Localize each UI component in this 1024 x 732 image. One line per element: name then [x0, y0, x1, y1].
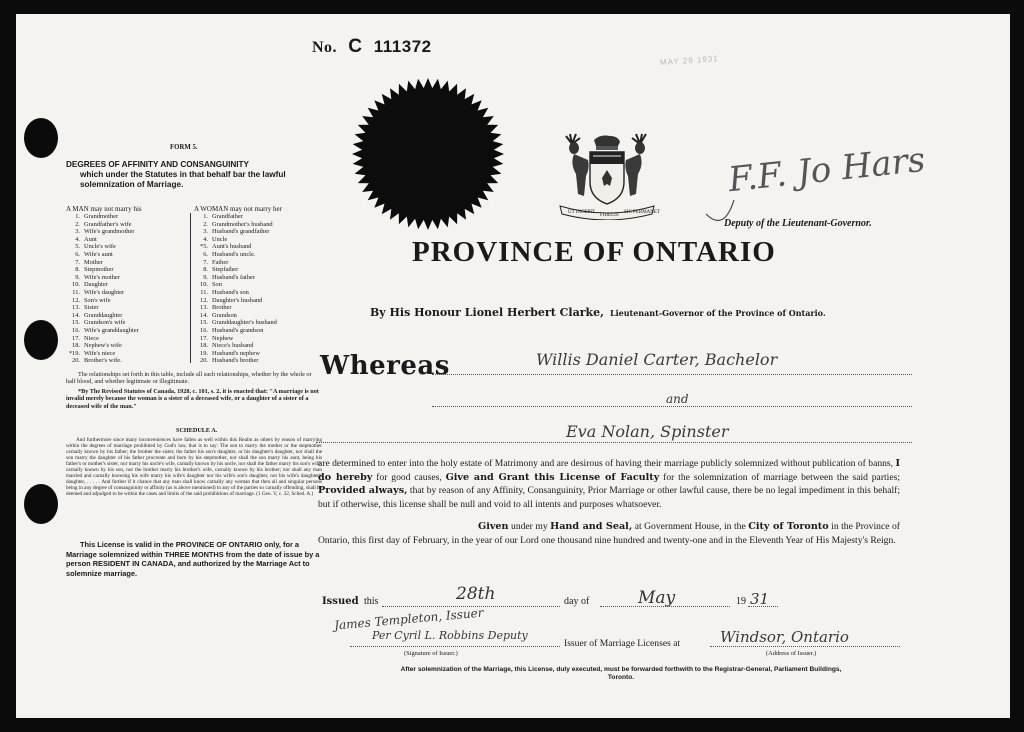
- issuer-address-line: [710, 646, 900, 647]
- relation-number: 3.: [203, 228, 208, 236]
- relation-number: 4.: [203, 235, 208, 243]
- issuer-signature-line: [350, 646, 560, 647]
- relation-name: Wife's mother: [84, 273, 120, 281]
- address-caption: (Address of Issuer.): [766, 650, 817, 657]
- man-relation-row: [66, 266, 141, 274]
- issuer-address: Windsor, Ontario: [720, 628, 849, 646]
- body-p1-c: for good causes,: [376, 471, 442, 483]
- schedule-title: SCHEDULE A.: [176, 427, 218, 434]
- degrees-title-line-1: DEGREES OF AFFINITY AND CONSANGUINITY: [66, 160, 250, 169]
- lieutenant-governor-deputy-signature: F.F. Jo Hars: [726, 139, 928, 201]
- relation-number: 12.: [72, 296, 80, 304]
- body-p2-a: Given: [478, 521, 509, 532]
- footer-instruction: After solemnization of the Marriage, this License, duly executed, must be forwarded forthwith to the Registrar-General, Parliament Buildings, Toronto.: [400, 666, 842, 681]
- relation-name: Uncle's wife: [84, 243, 116, 251]
- woman-relation-row: [194, 319, 279, 327]
- body-p2-d: at Government House, in the: [634, 521, 746, 532]
- relation-number: 12.: [200, 296, 208, 304]
- relation-name: Sister: [84, 304, 99, 312]
- body-p2-c: Hand and Seal,: [550, 521, 633, 532]
- relation-number: 15.: [200, 319, 208, 327]
- issued-month: May: [638, 588, 676, 608]
- whereas-heading: Whereas: [320, 351, 450, 381]
- signature-caption: (Signature of Issuer.): [404, 650, 458, 657]
- relation-number: *19.: [68, 349, 80, 357]
- relation-number: 13.: [72, 304, 80, 312]
- relation-name: Brother's wife.: [84, 357, 122, 365]
- honour-line-name: By His Honour Lionel Herbert Clarke,: [370, 306, 604, 319]
- relation-number: 9.: [75, 273, 80, 281]
- relation-number: *5.: [200, 243, 208, 251]
- issued-this: this: [364, 596, 379, 607]
- relation-name: Grandfather's wife: [84, 220, 132, 228]
- woman-relation-row: [194, 251, 279, 259]
- man-relation-row: [66, 243, 141, 251]
- degrees-title-line-2: which under the Statutes in that behalf bar the lawful: [80, 170, 286, 179]
- body-p1-f: Provided always,: [318, 485, 408, 497]
- woman-relation-row: [194, 327, 279, 335]
- relation-number: 11.: [72, 288, 80, 296]
- man-relation-row: [66, 259, 141, 267]
- relation-name: Nephew: [212, 334, 234, 342]
- relation-number: 1.: [75, 213, 80, 220]
- relation-name: Daughter's husband: [212, 296, 263, 304]
- issued-year-line: [748, 606, 778, 607]
- woman-relation-row: [194, 266, 279, 274]
- relation-name: Granddaughter: [84, 311, 123, 319]
- relation-name: Nephew's wife: [84, 342, 122, 350]
- motto-center: FIDELIS: [600, 213, 619, 218]
- relation-number: 10.: [200, 281, 208, 289]
- and-line: [432, 406, 912, 407]
- relation-name: Husband's grandfather: [212, 228, 270, 236]
- license-body-paragraph: [318, 457, 900, 511]
- relation-name: Wife's grandmother: [84, 228, 135, 236]
- marriage-license-document: [16, 14, 1010, 718]
- man-relation-row: [66, 327, 141, 335]
- number-prefix: C: [348, 36, 363, 57]
- relation-name: Stepmother: [84, 266, 114, 274]
- relation-number: 4.: [75, 235, 80, 243]
- relation-name: Grandson's wife: [84, 319, 126, 327]
- man-relation-row: [66, 297, 141, 305]
- relation-number: 11.: [200, 288, 208, 296]
- man-relation-row: [66, 289, 141, 297]
- statute-note: *By The Revised Statutes of Canada, 1928, c. 101, s. 2, it is enacted that: "A marriage is not invalid merely because the woman is a sister of a deceased wife, or a daughter of a sister of a deceased wife of the man.": [66, 388, 319, 410]
- body-p2-b: under my: [511, 521, 548, 532]
- body-p1-b: I do hereby: [318, 458, 900, 483]
- body-p1-d: Give and Grant this License of Faculty: [445, 471, 660, 483]
- woman-relation-row: [194, 281, 279, 289]
- man-relation-row: [66, 357, 141, 365]
- woman-relation-row: [194, 243, 279, 251]
- number-label: No.: [312, 39, 338, 56]
- relation-name: Grandmother's husband: [212, 220, 273, 228]
- man-relation-row: [66, 312, 141, 320]
- relation-name: Aunt's husband: [212, 243, 252, 251]
- woman-relation-row: [194, 312, 279, 320]
- issuer-deputy-signature: Per Cyril L. Robbins Deputy: [372, 629, 528, 642]
- issuer-name-handwriting: James Templeton, Issuer: [333, 605, 484, 633]
- body-p2-f: in the Province of Ontario, this first day of February, in the year of our Lord one thousand nine hundred and twenty-one and in the Eleventh Year of His Majesty's Reign.: [318, 521, 900, 546]
- ontario-coat-of-arms-icon: [552, 124, 662, 220]
- man-relation-row: [66, 342, 141, 350]
- relation-number: 2.: [75, 220, 80, 228]
- table-divider: [190, 213, 191, 363]
- relation-number: 17.: [72, 334, 80, 342]
- relation-number: 20.: [200, 357, 208, 365]
- issued-day: 28th: [456, 584, 496, 604]
- relation-number: 6.: [203, 250, 208, 258]
- woman-relation-row: [194, 274, 279, 282]
- man-relation-row: [66, 251, 141, 259]
- woman-relation-row: [194, 342, 279, 350]
- body-p1-g: that by reason of any Affinity, Consanguinity, Prior Marriage or other lawful cause, there be no legal impediment in this behalf; but if otherwise, this license shall be null and void to all intents and purposes whatsoever.: [318, 485, 900, 510]
- relation-number: 2.: [203, 220, 208, 228]
- relation-number: 8.: [203, 266, 208, 274]
- relation-name: Grandfather: [212, 213, 243, 220]
- relation-number: 6.: [75, 250, 80, 258]
- relation-number: 14.: [200, 311, 208, 319]
- woman-relation-row: [194, 213, 279, 221]
- punch-hole: [24, 118, 58, 158]
- body-p1-e: for the solemnization of marriage between the said parties;: [663, 471, 901, 483]
- man-relation-row: [66, 304, 141, 312]
- received-stamp: MAY 29 1931: [659, 53, 719, 68]
- relation-name: Brother: [212, 304, 232, 312]
- woman-relation-row: [194, 335, 279, 343]
- man-heading: A MAN may not marry his: [66, 205, 142, 213]
- relation-name: Son's wife: [84, 296, 111, 304]
- number-value: 111372: [373, 37, 432, 56]
- relation-number: 5.: [75, 243, 80, 251]
- issued-label: Issued: [322, 596, 359, 607]
- woman-heading: A WOMAN may not marry her: [194, 205, 282, 213]
- relation-name: Wife's granddaughter: [84, 326, 139, 334]
- punch-hole: [24, 320, 58, 360]
- relation-name: Husband's grandson: [212, 326, 264, 334]
- man-relation-row: [66, 335, 141, 343]
- body-p2-e: City of Toronto: [748, 521, 829, 532]
- given-paragraph: [318, 520, 900, 547]
- woman-relation-row: [194, 221, 279, 229]
- relation-number: 18.: [72, 342, 80, 350]
- man-relation-row: [66, 274, 141, 282]
- relation-name: Wife's niece: [84, 349, 116, 357]
- man-prohibited-list: [66, 213, 141, 365]
- degrees-table: [66, 213, 320, 365]
- relation-name: Aunt: [84, 235, 97, 243]
- relation-name: Husband's nephew: [212, 349, 260, 357]
- schedule-text: And furthermore since many inconveniences have fallen as well within this Realm as others by reason of marrying within the degrees of marriage prohibited by God's law, that is to say: The son to marry the mother or the stepmother carnally known by his father; the brother the sister, the father his son's daughter, or his daughter's daughter, nor shall the son marry the daughter of his father procreate and born by his stepmother, nor shall the son marry his aunt, being his father's or mother's sister, nor marry his uncle's wife, carnally known by his uncle, nor shall the father marry his son's wife, carnally known by his son, nor the brother marry his brother's wife, carnally known by his brother; nor shall any man married and carnally knowing his wife marry his wife's daughter nor his wife's son's daughter, nor his wife's daughter's daughter, . . . . . And further if it chance that any man shall know carnally any woman that then all and singular persons being in any degree of consanguinity or affinity (as is above mentioned) to any of the parties so carnally offending, shall be deemed and adjudged to be within the cases and limits of the said prohibitions of marriage. (1 Geo. V, c. 32, Sched. A.): [66, 437, 322, 497]
- relation-name: Daughter: [84, 281, 108, 289]
- page-title: PROVINCE OF ONTARIO: [412, 236, 776, 268]
- relation-number: 19.: [200, 349, 208, 357]
- relation-number: 7.: [75, 258, 80, 266]
- degrees-title: [66, 160, 316, 190]
- woman-relation-row: [194, 259, 279, 267]
- issued-month-line: [600, 606, 730, 607]
- form-label: FORM 5.: [170, 144, 198, 151]
- motto-right: SIC PERMANET: [624, 210, 660, 215]
- relation-name: Grandmother: [84, 213, 119, 220]
- honour-line: [370, 303, 826, 321]
- man-relation-row: [66, 228, 141, 236]
- relation-number: 9.: [203, 273, 208, 281]
- punch-hole: [24, 484, 58, 524]
- relation-number: 14.: [72, 311, 80, 319]
- relation-name: Husband's uncle.: [212, 250, 256, 258]
- woman-relation-row: [194, 289, 279, 297]
- relation-name: Niece's husband: [212, 342, 254, 350]
- party-2-name: Eva Nolan, Spinster: [566, 422, 729, 441]
- man-relation-row: [66, 319, 141, 327]
- man-relation-row: [66, 221, 141, 229]
- honour-line-title: Lieutenant-Governor of the Province of Ontario.: [609, 308, 826, 318]
- party-1-name: Willis Daniel Carter, Bachelor: [536, 350, 778, 369]
- relation-number: 16.: [200, 326, 208, 334]
- relation-number: 15.: [72, 319, 80, 327]
- relation-number: 7.: [203, 258, 208, 266]
- woman-prohibited-list: [194, 213, 279, 365]
- wax-seal-icon: [350, 76, 506, 232]
- relation-name: Uncle: [212, 235, 228, 243]
- relation-number: 3.: [75, 228, 80, 236]
- and-text: and: [666, 392, 689, 406]
- issued-year-prefix: 19: [736, 596, 746, 607]
- signature-stroke-icon: [704, 194, 764, 234]
- relation-number: 1.: [203, 213, 208, 220]
- party-2-line: [316, 442, 912, 443]
- motto-left: UT INCEPIT: [568, 210, 595, 215]
- relation-name: Husband's son: [212, 288, 249, 296]
- relation-number: 20.: [72, 357, 80, 365]
- woman-relation-row: [194, 350, 279, 358]
- woman-relation-row: [194, 236, 279, 244]
- woman-relation-row: [194, 297, 279, 305]
- relation-name: Father: [212, 258, 229, 266]
- woman-relation-row: [194, 357, 279, 365]
- relation-number: 16.: [72, 326, 80, 334]
- deputy-title: Deputy of the Lieutenant-Governor.: [724, 218, 872, 229]
- relation-name: Niece: [84, 334, 99, 342]
- relation-name: Wife's aunt: [84, 250, 113, 258]
- issuer-of-label: Issuer of Marriage Licenses at: [564, 638, 681, 649]
- relation-number: 13.: [200, 304, 208, 312]
- man-relation-row: [66, 236, 141, 244]
- woman-relation-row: [194, 304, 279, 312]
- relation-name: Husband's father: [212, 273, 255, 281]
- issued-year: 31: [750, 590, 770, 608]
- validity-note: This License is valid in the PROVINCE OF ONTARIO only, for a Marriage solemnized within THREE MONTHS from the date of issue by a person RESIDENT IN CANADA, and authorized by the Marriage Act to solemnize marriage.: [66, 540, 320, 578]
- relation-name: Stepfather: [212, 266, 239, 274]
- relation-name: Grandson: [212, 311, 237, 319]
- license-number: [312, 36, 432, 58]
- party-1-line: [432, 374, 912, 375]
- degrees-title-line-3: solemnization of Marriage.: [80, 180, 184, 189]
- man-relation-row: [66, 350, 141, 358]
- relation-number: 17.: [200, 334, 208, 342]
- relation-number: 18.: [200, 342, 208, 350]
- relation-number: 10.: [72, 281, 80, 289]
- man-relation-row: [66, 213, 141, 221]
- relation-name: Wife's daughter: [84, 288, 125, 296]
- woman-relation-row: [194, 228, 279, 236]
- body-p1-a: are determined to enter into the holy estate of Matrimony and are desirous of having their marriage publicly solemnized without publication of banns,: [318, 458, 894, 469]
- relation-name: Son: [212, 281, 222, 289]
- relation-number: 8.: [75, 266, 80, 274]
- man-relation-row: [66, 281, 141, 289]
- relationships-note: The relationships set forth in this table, include all such relationships, whether by the whole or half blood, and whether legitimate or illegitimate.: [66, 371, 312, 386]
- relation-name: Mother: [84, 258, 103, 266]
- issued-day-of: day of: [564, 596, 590, 607]
- relation-name: Granddaughter's husband: [212, 319, 277, 327]
- relation-name: Husband's brother: [212, 357, 259, 365]
